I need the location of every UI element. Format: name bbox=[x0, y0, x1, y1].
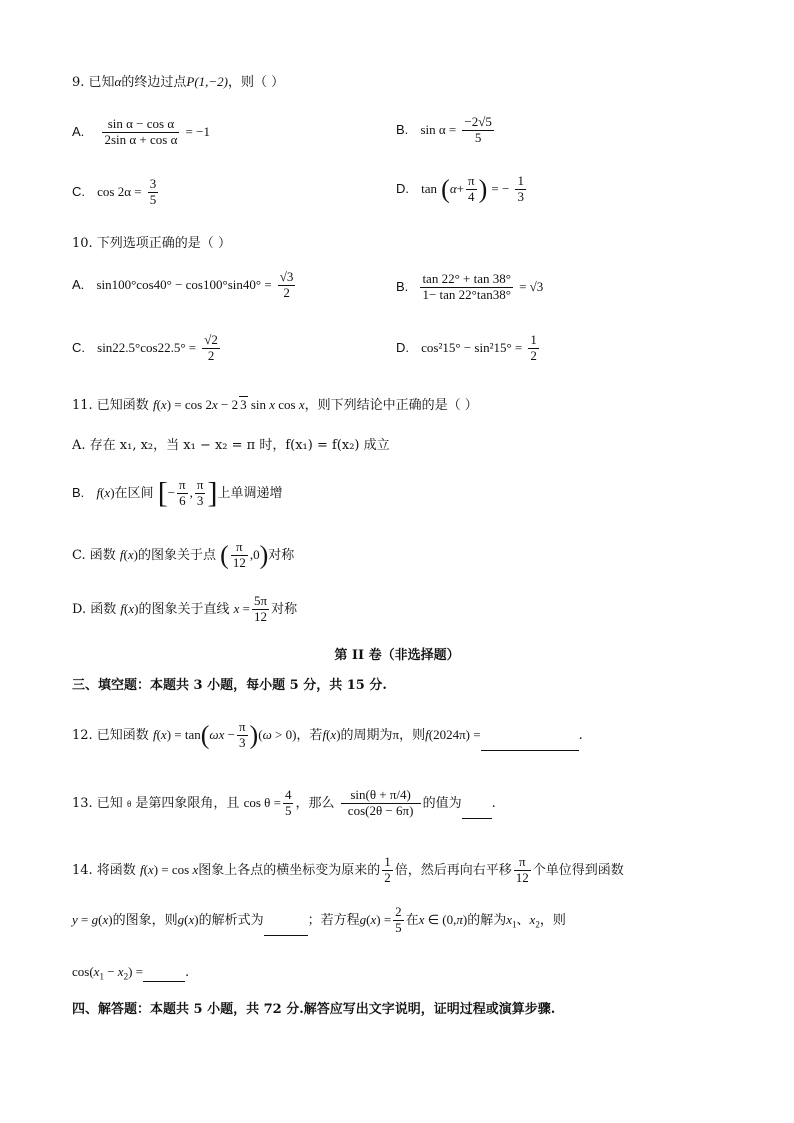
q9-option-d: D. tan (α+ $\frac{\pi}{4}$ ) = − $\frac{1}{3}$ bbox=[396, 173, 524, 204]
q12-stem: 12. 已知函数 f(x) = tan(ωx − $\frac{\pi}{3}$ )(ω > 0)，若f(x)的周期为π，则f(2024π) = . bbox=[72, 719, 583, 750]
q10-stem: 10. 下列选项正确的是（ ） bbox=[72, 236, 231, 251]
q11-option-d: D. 函数 f(x)的图象关于直线 x = $\frac{5\pi}{12}$ 对称 bbox=[72, 593, 298, 624]
q11-option-b: B. f(x)在区间 [− $\frac{\pi}{6}$ , $\frac{\pi}{3}$ ]上单调递增 bbox=[72, 476, 283, 510]
part4-heading: 四、解答题：本题共 5 小题，共 72 分.解答应写出文字说明，证明过程或演算步骤. bbox=[72, 1002, 556, 1017]
section-title: 第 II 卷（非选择题） bbox=[334, 648, 460, 663]
q10-option-b: B. $\frac{\tan 22^\circ + \tan 38^\circ}{1- \tan 22^\circ\tan 38^\circ}$ = √3 bbox=[396, 271, 544, 302]
q14-line2: y = g(x)的图象，则g(x)的解析式为 ；若方程g(x) = $\frac{2}{5}$ 在x ∈ (0,π)的解为$x_1$、$x_2$，则 bbox=[72, 904, 566, 935]
q10-option-d: D. cos²15° − sin²15° = $\frac{1}{2}$ bbox=[396, 332, 537, 363]
q9-option-c: C. cos 2α = $\frac{3}{5}$ bbox=[72, 176, 157, 207]
q10-option-c: C. sin22.5°cos22.5° = $\frac{√2}{2}$ bbox=[72, 332, 218, 363]
q9-stem: 9. 已知α的终边过点P(1,−2)，则（ ） bbox=[72, 74, 285, 90]
q9-option-a: A. $\frac{\text{sin α − cos α}}{\text{2sin α + cos α}}$ = −1 bbox=[72, 116, 210, 147]
q13-stem: 13. 已知 θ 是第四象限角，且 cos θ = $\frac{4}{5}$ ，那么 $\frac{\sin(\theta + \pi/4)}{\cos(2\theta - 6\pi)}$ 的值为 . bbox=[72, 787, 496, 818]
part3-heading: 三、填空题：本题共 3 小题，每小题 5 分，共 15 分. bbox=[72, 678, 387, 693]
q11-option-c: C. 函数 f(x)的图象关于点 ( $\frac{\pi}{12}$ ,0)对称 bbox=[72, 539, 295, 570]
q11-option-a: A. 存在 x₁, x₂，当 x₁ − x₂ = π 时，f(x₁) = f(x₂) 成立 bbox=[72, 438, 390, 453]
q14-line3: $\cos(x_1 - x_2)$ = . bbox=[72, 964, 190, 982]
q10-option-a: A. sin100°cos40° − cos100°sin40° = $\frac{√3}{2}$ bbox=[72, 269, 294, 300]
q11-stem: 11. 已知函数 f(x) = cos 2x − 2 3 sin x cos x，则下列结论中正确的是（ ） bbox=[72, 397, 478, 413]
q9-option-b: B. sin α = $\frac{-2√5}{5}$ bbox=[396, 114, 492, 145]
q14-line1: 14. 将函数 f(x) = cos x图象上各点的横坐标变为原来的 $\frac{1}{2}$ 倍，然后再向右平移 $\frac{\pi}{12}$ 个单位得到函数 bbox=[72, 854, 624, 885]
